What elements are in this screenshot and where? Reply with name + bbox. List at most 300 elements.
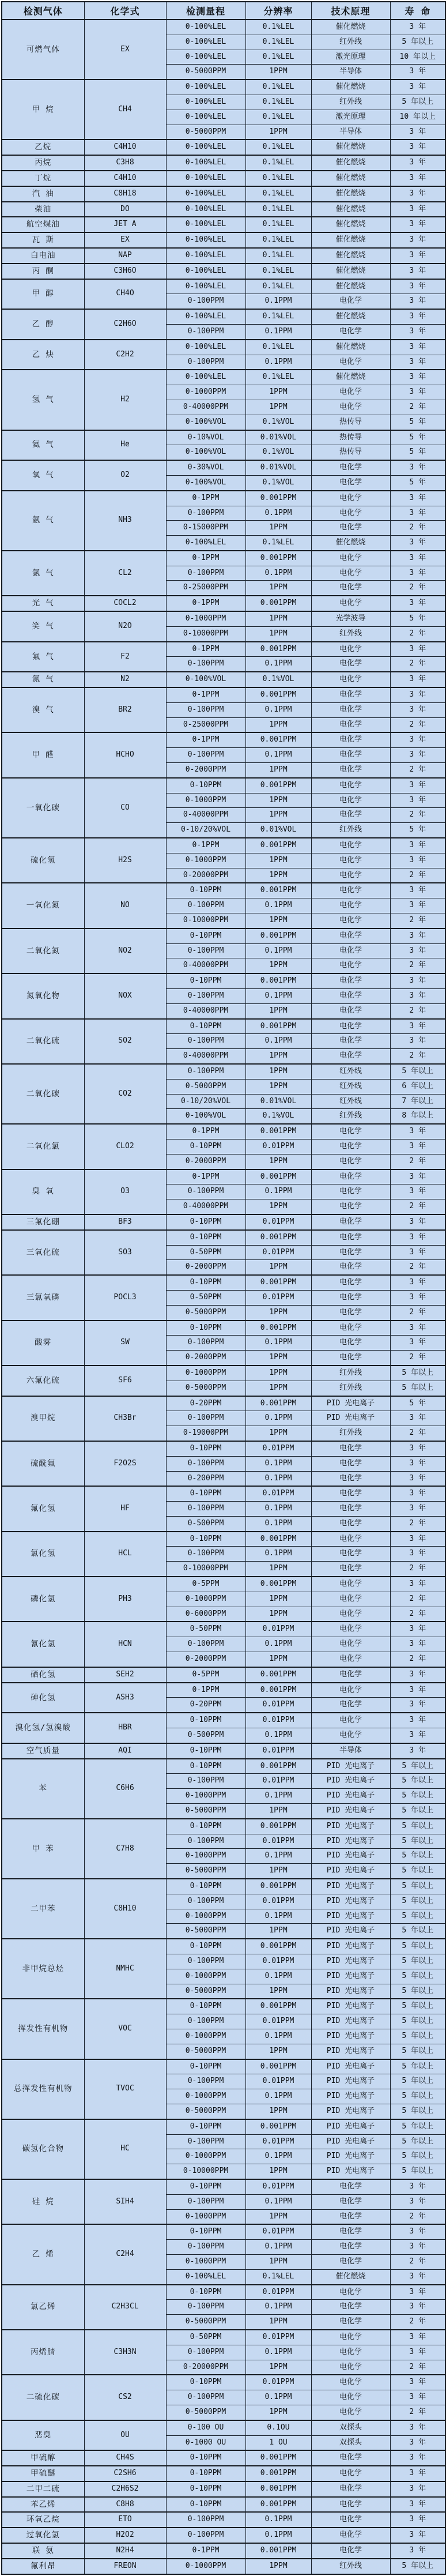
formula-cell: C4H10 [84, 171, 166, 186]
resolution-cell: 1PPM [245, 1366, 311, 1381]
table-row [2, 611, 445, 626]
resolution-cell: 1PPM [245, 611, 311, 626]
formula-cell: HF [84, 1486, 166, 1531]
lifespan-cell: 3 年 [390, 1230, 445, 1245]
lifespan-cell: 3 年 [390, 2375, 445, 2390]
technology-cell: 热传导 [311, 415, 390, 430]
resolution-cell: 1PPM [245, 1260, 311, 1275]
range-cell: 0-1000PPM [166, 853, 245, 868]
table-row [2, 973, 445, 988]
formula-cell: CH4O [84, 279, 166, 310]
lifespan-cell: 5 年以上 [390, 1366, 445, 1381]
lifespan-cell: 3 年 [390, 2435, 445, 2450]
lifespan-cell: 3 年 [390, 989, 445, 1004]
lifespan-cell: 5 年以上 [390, 1774, 445, 1789]
range-cell: 0-10PPM [166, 883, 245, 898]
range-cell: 0-100%LEL [166, 171, 245, 186]
table-row [2, 1713, 445, 1728]
formula-cell: HBR [84, 1713, 166, 1743]
lifespan-cell: 5 年 [390, 611, 445, 626]
gas-detection-table [1, 1, 446, 2575]
range-cell: 0-100PPM [166, 898, 245, 913]
range-cell: 0-1PPM [166, 687, 245, 702]
technology-cell: 电化学 [311, 2390, 390, 2405]
lifespan-cell: 3 年 [390, 1275, 445, 1290]
resolution-cell: 0.001PPM [245, 928, 311, 943]
range-cell: 0-100PPM [166, 657, 245, 672]
lifespan-cell: 3 年 [390, 1637, 445, 1652]
technology-cell: 电化学 [311, 1577, 390, 1592]
table-row [2, 687, 445, 702]
gas-name-cell: 氮氧化物 [2, 973, 84, 1018]
resolution-cell: 1 OU [245, 2435, 311, 2450]
lifespan-cell: 10 年以上 [390, 50, 445, 65]
gas-name-cell: 一氧化氮 [2, 883, 84, 928]
technology-cell: 电化学 [311, 1260, 390, 1275]
resolution-cell: 1PPM [245, 1592, 311, 1607]
range-cell: 0-100PPM [166, 1411, 245, 1426]
resolution-cell: 1PPM [245, 793, 311, 808]
range-cell: 0-40000PPM [166, 1003, 245, 1018]
technology-cell: 红外线 [311, 1079, 390, 1094]
resolution-cell: 0.001PPM [245, 1819, 311, 1834]
table-row [2, 732, 445, 747]
range-cell: 0-1PPM [166, 2543, 245, 2559]
technology-cell: PID 光电离子 [311, 1984, 390, 1999]
formula-cell: HC [84, 2119, 166, 2179]
range-cell: 0-5PPM [166, 1667, 245, 1683]
lifespan-cell: 5 年以上 [390, 2014, 445, 2029]
resolution-cell: 0.001PPM [245, 883, 311, 898]
technology-cell: 电化学 [311, 2254, 390, 2269]
table-row [2, 1759, 445, 1774]
technology-cell: 电化学 [311, 1607, 390, 1622]
resolution-cell: 0.1PPM [245, 294, 311, 309]
technology-cell: PID 光电离子 [311, 1969, 390, 1984]
technology-cell: 电化学 [311, 1230, 390, 1245]
gas-name-cell: 非甲烷总烃 [2, 1939, 84, 1999]
range-cell: 0-10PPM [166, 1532, 245, 1547]
technology-cell: 电化学 [311, 2375, 390, 2390]
table-row [2, 309, 445, 324]
lifespan-cell: 3 年 [390, 1441, 445, 1456]
gas-name-cell: 空气质量 [2, 1743, 84, 1759]
resolution-cell: 0.1%LEL [245, 248, 311, 264]
lifespan-cell: 2 年 [390, 1049, 445, 1064]
lifespan-cell: 3 年 [390, 2466, 445, 2481]
lifespan-cell: 3 年 [390, 687, 445, 702]
range-cell: 0-5000PPM [166, 2104, 245, 2119]
technology-cell: 电化学 [311, 913, 390, 928]
range-cell: 0-10PPM [166, 2119, 245, 2134]
gas-name-cell: 乙 烯 [2, 2224, 84, 2284]
technology-cell: 红外线 [311, 1064, 390, 1079]
resolution-cell: 0.001PPM [245, 2543, 311, 2559]
range-cell: 0-50PPM [166, 1622, 245, 1637]
resolution-cell: 0.01%VOL [245, 460, 311, 475]
lifespan-cell: 3 年 [390, 928, 445, 943]
technology-cell: 电化学 [311, 717, 390, 732]
technology-cell: 催化燃烧 [311, 186, 390, 202]
range-cell: 0-100PPM [166, 1637, 245, 1652]
range-cell: 0-1PPM [166, 1124, 245, 1139]
technology-cell: 电化学 [311, 521, 390, 536]
technology-cell: 电化学 [311, 1652, 390, 1667]
lifespan-cell: 3 年 [390, 566, 445, 581]
resolution-cell: 0.001PPM [245, 838, 311, 853]
lifespan-cell: 3 年 [390, 385, 445, 400]
gas-name-cell: 氯化氢 [2, 1532, 84, 1577]
technology-cell: PID 光电离子 [311, 1894, 390, 1909]
range-cell: 0-100PPM [166, 2240, 245, 2255]
header-row [2, 2, 445, 20]
table-row [2, 2179, 445, 2194]
lifespan-cell: 3 年 [390, 1336, 445, 1351]
resolution-cell: 0.1%LEL [245, 80, 311, 95]
resolution-cell: 1PPM [245, 853, 311, 868]
lifespan-cell: 3 年 [390, 642, 445, 657]
resolution-cell: 1PPM [245, 400, 311, 415]
technology-cell: PID 光电离子 [311, 1789, 390, 1804]
formula-cell: EX [84, 232, 166, 248]
gas-name-cell: 氟化氢 [2, 1486, 84, 1531]
range-cell: 0-100PPM [166, 2300, 245, 2315]
resolution-cell: 0.001PPM [245, 1999, 311, 2014]
range-cell: 0-100%VOL [166, 672, 245, 687]
gas-name-cell: 乙烷 [2, 140, 84, 155]
technology-cell: 电化学 [311, 581, 390, 596]
formula-cell: H2 [84, 370, 166, 430]
lifespan-cell: 3 年 [390, 20, 445, 35]
range-cell: 0-100%LEL [166, 309, 245, 324]
range-cell: 0-10000PPM [166, 1562, 245, 1577]
table-row [2, 186, 445, 202]
lifespan-cell: 5 年以上 [390, 1849, 445, 1864]
gas-name-cell: 氟利昂 [2, 2559, 84, 2574]
technology-cell: 激光原理 [311, 110, 390, 125]
gas-name-cell: 甲 醛 [2, 732, 84, 777]
table-row [2, 202, 445, 217]
gas-name-cell: 白电油 [2, 248, 84, 264]
resolution-cell: 0.01PPM [245, 2224, 311, 2239]
range-cell: 0-50PPM [166, 1290, 245, 1305]
resolution-cell: 1PPM [245, 2164, 311, 2179]
lifespan-cell: 5 年以上 [390, 2559, 445, 2574]
lifespan-cell: 3 年 [390, 672, 445, 687]
resolution-cell: 0.001PPM [245, 1667, 311, 1683]
resolution-cell: 0.1PPM [245, 2345, 311, 2360]
lifespan-cell: 6 年以上 [390, 1079, 445, 1094]
technology-cell: 电化学 [311, 2300, 390, 2315]
formula-cell: CH4S [84, 2450, 166, 2466]
range-cell: 0-100PPM [166, 355, 245, 370]
resolution-cell: 1PPM [245, 1804, 311, 1819]
lifespan-cell: 5 年以上 [390, 35, 445, 50]
lifespan-cell: 3 年 [390, 2269, 445, 2284]
table-row [2, 1321, 445, 1336]
table-row [2, 2497, 445, 2513]
formula-cell: C2H4 [84, 2224, 166, 2284]
range-cell: 0-1PPM [166, 1169, 245, 1184]
range-cell: 0-10PPM [166, 1939, 245, 1954]
technology-cell: 电化学 [311, 2405, 390, 2420]
technology-cell: 催化燃烧 [311, 264, 390, 279]
resolution-cell: 0.001PPM [245, 1124, 311, 1139]
range-cell: 0-100%LEL [166, 35, 245, 50]
formula-cell: C8H10 [84, 1879, 166, 1939]
range-cell: 0-25000PPM [166, 717, 245, 732]
lifespan-cell: 3 年 [390, 883, 445, 898]
range-cell: 0-5000PPM [166, 1305, 245, 1320]
table-row [2, 1743, 445, 1759]
table-row [2, 551, 445, 566]
technology-cell: PID 光电离子 [311, 1396, 390, 1411]
technology-cell: 电化学 [311, 989, 390, 1004]
gas-name-cell: 二氧化氮 [2, 928, 84, 973]
gas-name-cell: 三氯氧磷 [2, 1275, 84, 1320]
resolution-cell: 1PPM [245, 1003, 311, 1018]
lifespan-cell: 3 年 [390, 125, 445, 140]
table-row [2, 2559, 445, 2574]
gas-name-cell: 溴化氢/氢溴酸 [2, 1713, 84, 1743]
range-cell: 0-1000 OU [166, 2435, 245, 2450]
technology-cell: 红外线 [311, 95, 390, 110]
range-cell: 0-1PPM [166, 596, 245, 611]
resolution-cell: 0.01%VOL [245, 823, 311, 838]
table-row [2, 1486, 445, 1501]
range-cell: 0-1PPM [166, 491, 245, 506]
formula-cell: C7H8 [84, 1819, 166, 1879]
lifespan-cell: 3 年 [390, 1486, 445, 1501]
table-row [2, 2512, 445, 2528]
range-cell: 0-100PPM [166, 2512, 245, 2528]
table-row [2, 1366, 445, 1381]
lifespan-cell: 5 年以上 [390, 1879, 445, 1894]
gas-name-cell: 汽 油 [2, 186, 84, 202]
gas-spec-page [0, 1, 446, 2575]
lifespan-cell: 3 年 [390, 202, 445, 217]
range-cell: 0-40000PPM [166, 808, 245, 823]
technology-cell: 红外线 [311, 1381, 390, 1396]
resolution-cell: 0.001PPM [245, 1939, 311, 1954]
table-row [2, 491, 445, 506]
gas-name-cell: 磷化氢 [2, 1577, 84, 1622]
resolution-cell: 0.001PPM [245, 2059, 311, 2074]
technology-cell: 激光原理 [311, 50, 390, 65]
resolution-cell: 0.01PPM [245, 2014, 311, 2029]
resolution-cell: 0.1%LEL [245, 171, 311, 186]
table-row [2, 1275, 445, 1290]
resolution-cell: 0.1PPM [245, 2512, 311, 2528]
range-cell: 0-1000PPM [166, 2029, 245, 2044]
gas-name-cell: 柴油 [2, 202, 84, 217]
lifespan-cell: 3 年 [390, 232, 445, 248]
gas-name-cell: 一氧化碳 [2, 778, 84, 838]
technology-cell: PID 光电离子 [311, 1411, 390, 1426]
resolution-cell: 0.001PPM [245, 1169, 311, 1184]
resolution-cell: 0.1OU [245, 2420, 311, 2435]
lifespan-cell: 3 年 [390, 2240, 445, 2255]
table-row [2, 1441, 445, 1456]
lifespan-cell: 5 年以上 [390, 2044, 445, 2059]
gas-name-cell: 甲 苯 [2, 1819, 84, 1879]
resolution-cell: 1PPM [245, 1154, 311, 1169]
formula-cell: CH4 [84, 80, 166, 140]
resolution-cell: 0.1%LEL [245, 370, 311, 385]
gas-name-cell: 丙烯腈 [2, 2330, 84, 2375]
lifespan-cell: 3 年 [390, 2481, 445, 2497]
lifespan-cell: 5 年以上 [390, 1909, 445, 1924]
range-cell: 0-50PPM [166, 1245, 245, 1260]
lifespan-cell: 3 年 [390, 1502, 445, 1517]
range-cell: 0-100%LEL [166, 110, 245, 125]
lifespan-cell: 3 年 [390, 2194, 445, 2209]
technology-cell: 电化学 [311, 1214, 390, 1230]
formula-cell: NO2 [84, 928, 166, 973]
technology-cell: 催化燃烧 [311, 140, 390, 155]
technology-cell: 电化学 [311, 1532, 390, 1547]
formula-cell: F2O2S [84, 1441, 166, 1486]
range-cell: 0-1000PPM [166, 793, 245, 808]
range-cell: 0-100%LEL [166, 248, 245, 264]
technology-cell: 电化学 [311, 1003, 390, 1018]
lifespan-cell: 2 年 [390, 1516, 445, 1531]
gas-name-cell: 甲 烷 [2, 80, 84, 140]
resolution-cell: 0.1%VOL [245, 445, 311, 460]
formula-cell: NOX [84, 973, 166, 1018]
resolution-cell: 0.001PPM [245, 1396, 311, 1411]
lifespan-cell: 5 年 [390, 823, 445, 838]
range-cell: 0-5000PPM [166, 2405, 245, 2420]
lifespan-cell: 3 年 [390, 171, 445, 186]
technology-cell: PID 光电离子 [311, 1834, 390, 1849]
range-cell: 0-100PPM [166, 2528, 245, 2543]
resolution-cell: 0.1PPM [245, 2528, 311, 2543]
resolution-cell: 0.001PPM [245, 1879, 311, 1894]
lifespan-cell: 3 年 [390, 551, 445, 566]
resolution-cell: 1PPM [245, 385, 311, 400]
range-cell: 0-100PPM [166, 1894, 245, 1909]
lifespan-cell: 2 年 [390, 626, 445, 641]
lifespan-cell: 3 年 [390, 1169, 445, 1184]
lifespan-cell: 2 年 [390, 958, 445, 973]
range-cell: 0-100PPM [166, 702, 245, 717]
lifespan-cell: 3 年 [390, 140, 445, 155]
lifespan-cell: 3 年 [390, 2512, 445, 2528]
range-cell: 0-100PPM [166, 2074, 245, 2089]
formula-cell: C2H6S2 [84, 2481, 166, 2497]
table-row [2, 2330, 445, 2345]
technology-cell: 电化学 [311, 1321, 390, 1336]
resolution-cell: 0.1PPM [245, 943, 311, 958]
formula-cell: C3H6O [84, 264, 166, 279]
lifespan-cell: 2 年 [390, 1003, 445, 1018]
range-cell: 0-500PPM [166, 1728, 245, 1743]
resolution-cell: 0.1%LEL [245, 279, 311, 294]
lifespan-cell: 3 年 [390, 2179, 445, 2194]
lifespan-cell: 3 年 [390, 1411, 445, 1426]
resolution-cell: 0.01PPM [245, 1743, 311, 1759]
formula-cell: C8H18 [84, 186, 166, 202]
range-cell: 0-1000PPM [166, 2089, 245, 2104]
range-cell: 0-30%VOL [166, 460, 245, 475]
resolution-cell: 1PPM [245, 2315, 311, 2330]
table-row [2, 1064, 445, 1079]
table-row [2, 596, 445, 611]
lifespan-cell: 5 年以上 [390, 2059, 445, 2074]
resolution-cell: 1PPM [245, 2254, 311, 2269]
range-cell: 0-2000PPM [166, 1652, 245, 1667]
technology-cell: 电化学 [311, 838, 390, 853]
resolution-cell: 0.1%LEL [245, 155, 311, 171]
technology-cell: 催化燃烧 [311, 370, 390, 385]
range-cell: 0-20000PPM [166, 868, 245, 883]
range-cell: 0-10PPM [166, 1713, 245, 1728]
resolution-cell: 0.1PPM [245, 1789, 311, 1804]
resolution-cell: 0.1%LEL [245, 536, 311, 551]
range-cell: 0-5000PPM [166, 1864, 245, 1879]
lifespan-cell: 5 年以上 [390, 2074, 445, 2089]
range-cell: 0-100%LEL [166, 202, 245, 217]
resolution-cell: 1PPM [245, 913, 311, 928]
lifespan-cell: 2 年 [390, 763, 445, 778]
lifespan-cell: 5 年以上 [390, 1819, 445, 1834]
technology-cell: 电化学 [311, 2315, 390, 2330]
resolution-cell: 0.1%LEL [245, 20, 311, 35]
resolution-cell: 0.1PPM [245, 2149, 311, 2164]
lifespan-cell: 3 年 [390, 1547, 445, 1562]
range-cell: 0-100%LEL [166, 370, 245, 385]
table-row [2, 430, 445, 445]
resolution-cell: 0.1PPM [245, 1184, 311, 1199]
lifespan-cell: 3 年 [390, 1698, 445, 1713]
lifespan-cell: 3 年 [390, 2497, 445, 2513]
table-row [2, 264, 445, 279]
range-cell: 0-1000PPM [166, 2559, 245, 2574]
gas-name-cell: 硅 烷 [2, 2179, 84, 2224]
gas-name-cell: 笑 气 [2, 611, 84, 642]
gas-name-cell: 氦 气 [2, 430, 84, 461]
header-technology: 技术原理 [311, 2, 390, 20]
gas-name-cell: 挥发性有机物 [2, 1999, 84, 2059]
gas-name-cell: 总挥发性有机物 [2, 2059, 84, 2119]
resolution-cell: 0.1PPM [245, 1411, 311, 1426]
lifespan-cell: 3 年 [390, 340, 445, 355]
lifespan-cell: 2 年 [390, 400, 445, 415]
technology-cell: 双探头 [311, 2435, 390, 2450]
resolution-cell: 1PPM [245, 581, 311, 596]
resolution-cell: 0.1PPM [245, 898, 311, 913]
lifespan-cell: 3 年 [390, 2285, 445, 2300]
range-cell: 0-100%VOL [166, 445, 245, 460]
range-cell: 0-10PPM [166, 1486, 245, 1501]
gas-name-cell: 恶臭 [2, 2420, 84, 2451]
range-cell: 0-40000PPM [166, 958, 245, 973]
table-row [2, 140, 445, 155]
table-row [2, 1124, 445, 1139]
range-cell: 0-10000PPM [166, 913, 245, 928]
resolution-cell: 0.001PPM [245, 2497, 311, 2513]
lifespan-cell: 3 年 [390, 1622, 445, 1637]
range-cell: 0-1PPM [166, 732, 245, 747]
resolution-cell: 0.001PPM [245, 1275, 311, 1290]
range-cell: 0-10PPM [166, 2285, 245, 2300]
lifespan-cell: 5 年以上 [390, 1939, 445, 1954]
technology-cell: 红外线 [311, 35, 390, 50]
range-cell: 0-10PPM [166, 2375, 245, 2390]
resolution-cell: 1PPM [245, 626, 311, 641]
formula-cell: CLO2 [84, 1124, 166, 1169]
